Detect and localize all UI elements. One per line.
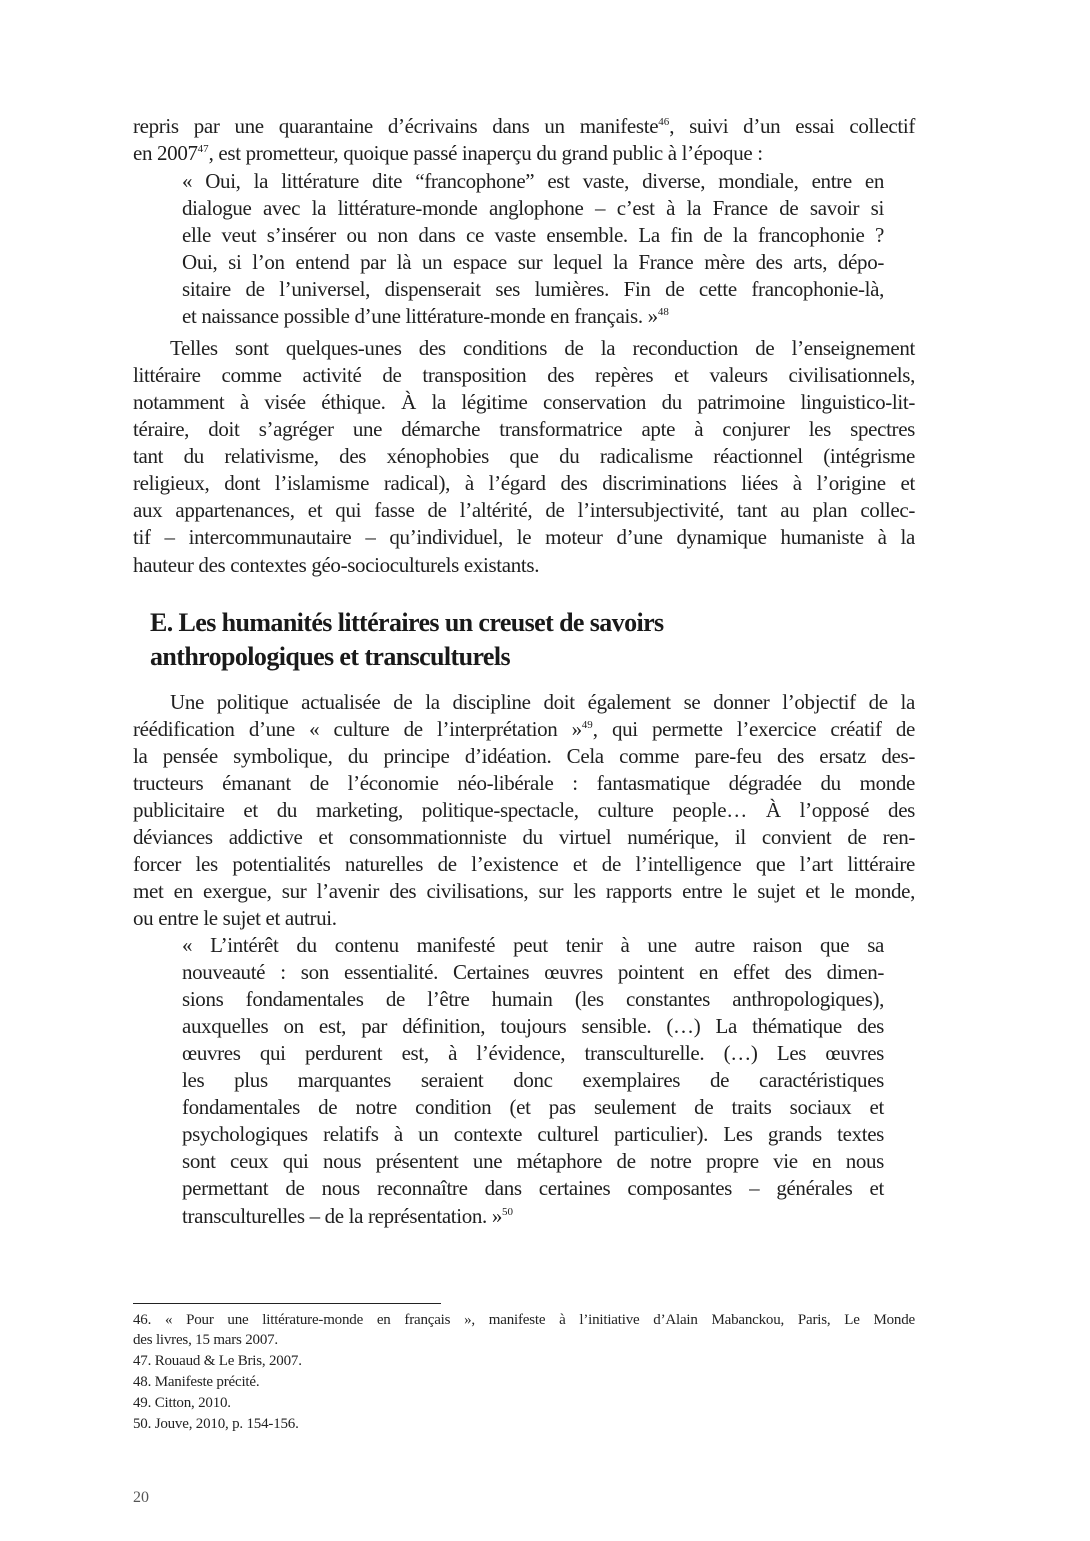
body-line <box>133 140 915 167</box>
body-line: Une politique actualisée de la discipline doit également se donner l’objectif de la <box>170 690 915 714</box>
quote-line: permettant de nous reconnaître dans certaines composantes – générales et <box>182 1176 884 1200</box>
text: en 2007 <box>133 141 198 165</box>
quote-line: « L’intérêt du contenu manifesté peut tenir à une autre raison que sa <box>182 933 884 957</box>
quote-line: œuvres qui perdurent est, à l’évidence, transculturelle. (…) Les œuvres <box>182 1041 884 1065</box>
text: transculturelles – de la représentation. » <box>182 1204 503 1228</box>
body-line: la pensée symbolique, du principe d’idéation. Cela comme pare-feu des ersatz des- <box>133 744 915 768</box>
quote-line: sions fondamentales de l’être humain (les constantes anthropologiques), <box>182 987 884 1011</box>
quote-line: auxquelles on est, par définition, toujours sensible. (…) La thématique des <box>182 1014 884 1038</box>
body-line: publicitaire et du marketing, politique-spectacle, culture people… À l’opposé des <box>133 798 915 822</box>
text: , suivi d’un essai collectif <box>669 114 915 138</box>
footnote-ref-47[interactable]: 47 <box>197 143 209 155</box>
text: repris par une quarantaine d’écrivains dans un manifeste <box>133 114 659 138</box>
footnote-ref-46[interactable]: 46 <box>658 116 670 128</box>
footnote-ref-49[interactable]: 49 <box>581 719 593 731</box>
body-line: hauteur des contextes géo-socioculturels existants. <box>133 553 540 577</box>
quote-line: dialogue avec la littérature-monde anglophone – c’est à la France de savoir si <box>182 196 884 220</box>
quote-line: sitaire de l’universel, dispenserait ses lumières. Fin de cette francophonie-là, <box>182 277 884 301</box>
footnote-46-cont: des livres, 15 mars 2007. <box>133 1332 278 1348</box>
body-line <box>133 113 915 140</box>
quote-line: fondamentales de notre condition (et pas seulement de traits sociaux et <box>182 1095 884 1119</box>
quote-line: « Oui, la littérature dite “francophone” est vaste, diverse, mondiale, entre en <box>182 169 884 193</box>
body-line: tant du relativisme, des xénophobies que du radicalisme réactionnel (intégrisme <box>133 444 915 468</box>
quote-line: Oui, si l’on entend par là un espace sur lequel la France mère des arts, dépo- <box>182 250 884 274</box>
footnote-ref-50[interactable]: 50 <box>502 1206 514 1218</box>
text: , qui permette l’exercice créatif de <box>592 717 915 741</box>
quote-line: sont ceux qui nous présentent une métaphore de notre propre vie en nous <box>182 1149 884 1173</box>
quote-line: elle veut s’insérer ou non dans ce vaste ensemble. La fin de la francophonie ? <box>182 223 884 247</box>
body-line <box>133 716 915 743</box>
body-line: met en exergue, sur l’avenir des civilisations, sur les rapports entre le sujet et le monde, <box>133 879 915 903</box>
footnote-50: 50. Jouve, 2010, p. 154-156. <box>133 1416 299 1432</box>
footnote-49: 49. Citton, 2010. <box>133 1395 231 1411</box>
body-line: Telles sont quelques-unes des conditions de la reconduction de l’enseignement <box>170 336 915 360</box>
text: réédification d’une « culture de l’interprétation » <box>133 717 582 741</box>
page-number: 20 <box>133 1489 149 1506</box>
quote-line: les plus marquantes seraient donc exemplaires de caractéristiques <box>182 1068 884 1092</box>
quote-line <box>182 1203 884 1230</box>
quote-line: psychologiques relatifs à un contexte culturel particulier). Les grands textes <box>182 1122 884 1146</box>
footnote-ref-48[interactable]: 48 <box>657 306 669 318</box>
body-line: ou entre le sujet et autrui. <box>133 906 337 930</box>
body-line: tructeurs émanant de l’économie néo-libérale : fantasmatique dégradée du monde <box>133 771 915 795</box>
section-heading: E. Les humanités littéraires un creuset de savoirs <box>150 608 664 637</box>
quote-line: nouveauté : son essentialité. Certaines œuvres pointent en effet des dimen- <box>182 960 884 984</box>
footnote-47: 47. Rouaud & Le Bris, 2007. <box>133 1353 302 1369</box>
text: , est prometteur, quoique passé inaperçu du grand public à l’époque : <box>208 141 763 165</box>
body-line: forcer les potentialités naturelles de l’existence et de l’intelligence que l’art littéraire <box>133 852 915 876</box>
body-line: aux appartenances, et qui fasse de l’altérité, de l’intersubjectivité, tant au plan collec- <box>133 498 915 522</box>
footnote-divider <box>133 1303 441 1304</box>
footnote-46: 46. « Pour une littérature-monde en français », manifeste à l’initiative d’Alain Mabanckou, Paris, Le Monde <box>133 1312 915 1328</box>
body-line: religieux, dont l’islamisme radical), à l’égard des discriminations liées à l’origine et <box>133 471 915 495</box>
body-line: tif – intercommunautaire – qu’individuel, le moteur d’une dynamique humaniste à la <box>133 525 915 549</box>
quote-line <box>182 303 884 330</box>
body-line: littéraire comme activité de transposition des repères et valeurs civilisationnels, <box>133 363 915 387</box>
text: et naissance possible d’une littérature-monde en français. » <box>182 304 658 328</box>
body-line: déviances addictive et consommationniste du virtuel numérique, il convient de ren- <box>133 825 915 849</box>
footnote-48: 48. Manifeste précité. <box>133 1374 260 1390</box>
section-heading: anthropologiques et transculturels <box>150 642 511 671</box>
body-line: téraire, doit s’agréger une démarche transformatrice apte à conjurer les spectres <box>133 417 915 441</box>
body-line: notamment à visée éthique. À la légitime conservation du patrimoine linguistico-lit- <box>133 390 915 414</box>
